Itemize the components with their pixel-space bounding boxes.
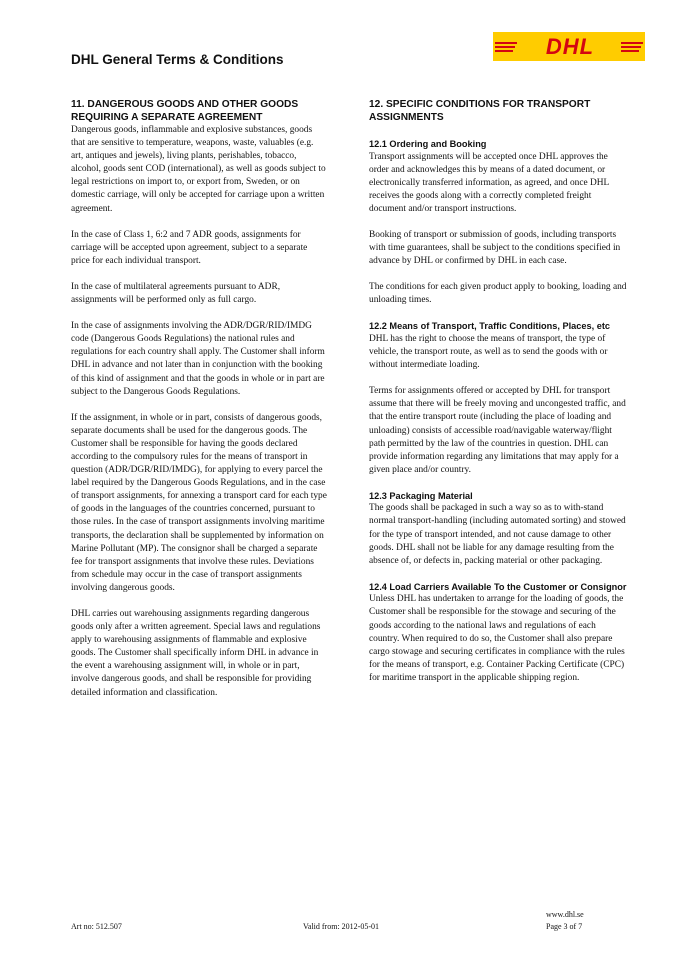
section-11-paragraph: Dangerous goods, inflammable and explosive substances, goods that are sensitive to temperature, weapons, waste, valuables (e.g. art, antiques and jewels), living plants, perishables, tobacco, alcohol, goods sent COD (international), as well as goods subject to legal restrictions on import to, or export from, Sweden, or on domestic carriage, will only be accepted for carriage upon a written agreement.	[71, 125, 326, 214]
section-11-paragraph: If the assignment, in whole or in part, consists of dangerous goods, separate documents shall be used for the dangerous goods. The Customer shall be responsible for having the goods declared according to the compulsory rules for the means of transport in question (ADR/DGR/RID/IMDG), for applying to every parcel the label required by the Dangerous Goods Regulations, and in the case of transport assignments, for annexing a transport card for each type of goods in the languages of the countries concerned, pursuant to those rules. In the case of transport assignments involving maritime transports, the declaration shall be supplemented by information on Marine Pollutant (MP). The consignor shall be charged a separate fee for transport assignments that involve these rules. Deviations from schedule may occur in the case of transport assignments involving dangerous goods.	[71, 412, 327, 593]
section-12-heading: 12. SPECIFIC CONDITIONS FOR TRANSPORT ASSIGNMENTS	[369, 99, 591, 123]
section-11-paragraph: DHL carries out warehousing assignments regarding dangerous goods only after a written agreement. Special laws and regulations apply to warehousing assignments of flammable and explosive goods. The Customer shall specifically inform DHL in advance in the event a warehousing assignment will, in whole or in part, involve dangerous goods, and shall be responsible for providing detailed information and classification.	[71, 609, 321, 698]
section-11-paragraph: In the case of assignments involving the ADR/DGR/RID/IMDG code (Dangerous Goods Regulations) the national rules and regulations for each country shall apply. The Customer shall inform DHL in advance and not later than in conjunction with the booking of this kind of assignment and that the goods in whole or in part are subject to the Dangerous Goods Regulations.	[71, 321, 325, 397]
subsection-12-2-title: 12.2 Means of Transport, Traffic Conditions, Places, etc	[369, 321, 610, 332]
dhl-logo	[493, 32, 645, 61]
section-11-paragraph: In the case of multilateral agreements pursuant to ADR, assignments will be performed only as full cargo.	[71, 281, 281, 306]
subsection-12-2-paragraph: Terms for assignments offered or accepted by DHL for transport assume that there will be freely moving and uncongested traffic, and that the entire transport route (including the place of loading and unloading) consists of accessible road/navigable waterway/flight path permitted by the law of the countries in question. DHL can provide information regarding any limitations that may apply for a given place and/or country.	[369, 386, 626, 475]
section-11-paragraph: In the case of Class 1, 6:2 and 7 ADR goods, assignments for carriage will be accepted upon agreement, subject to a separate price for each individual transport.	[71, 229, 308, 266]
subsection-12-4-title: 12.4 Load Carriers Available To the Customer or Consignor	[369, 581, 627, 592]
subsection-12-4-paragraph: Unless DHL has undertaken to arrange for the loading of goods, the Customer shall be responsible for the stowage and securing of the goods according to the national laws and regulations of each country. When required to do so, the Customer shall also prepare cargo stowage and securing certificates in compliance with the rules for the means of transport, e.g. Container Packing Certificate (CPC) for maritime transport in the applicable shipping region.	[369, 594, 625, 683]
subsection-12-2-paragraph: DHL has the right to choose the means of transport, the type of vehicle, the transport route, as well as to send the goods with or without intermediate loading.	[369, 333, 608, 371]
left-column	[71, 99, 327, 700]
right-column	[369, 99, 628, 685]
footer-page-number: Page 3 of 7	[546, 922, 583, 931]
footer-valid-from: Valid from: 2012-05-01	[303, 922, 379, 931]
subsection-12-1-title: 12.1 Ordering and Booking	[369, 139, 487, 149]
subsection-12-1-paragraph: Transport assignments will be accepted once DHL approves the order and acknowledges this by means of a dated document, or electronically transferred information, as agreed, and once DHL receives the goods along with a correctly completed freight document and/or transport instructions.	[369, 151, 609, 214]
subsection-12-3-title: 12.3 Packaging Material	[369, 490, 473, 501]
footer-article-number: Art no: 512.507	[71, 922, 122, 931]
subsection-12-3-paragraph: The goods shall be packaged in such a way so as to with-stand normal transport-handling (including automated sorting) and stowed for the type of transport intended, and not cause damage to other goods. DHL shall not be liable for any damage resulting from the absence of, or defects in, packing material or other packaging.	[369, 503, 626, 566]
svg-text:DHL: DHL	[545, 34, 595, 59]
subsection-12-1-paragraph: Booking of transport or submission of goods, including transports with time guarantees, shall be subject to the conditions specified in advance by DHL or confirmed by DHL in each case.	[369, 229, 621, 267]
page-title: DHL General Terms & Conditions	[71, 52, 284, 67]
subsection-12-1-paragraph: The conditions for each given product apply to booking, loading and unloading times.	[369, 282, 627, 306]
section-11-heading: 11. DANGEROUS GOODS AND OTHER GOODS REQUIRING A SEPARATE AGREEMENT	[71, 99, 299, 123]
footer-website-link[interactable]: www.dhl.se	[546, 910, 584, 919]
